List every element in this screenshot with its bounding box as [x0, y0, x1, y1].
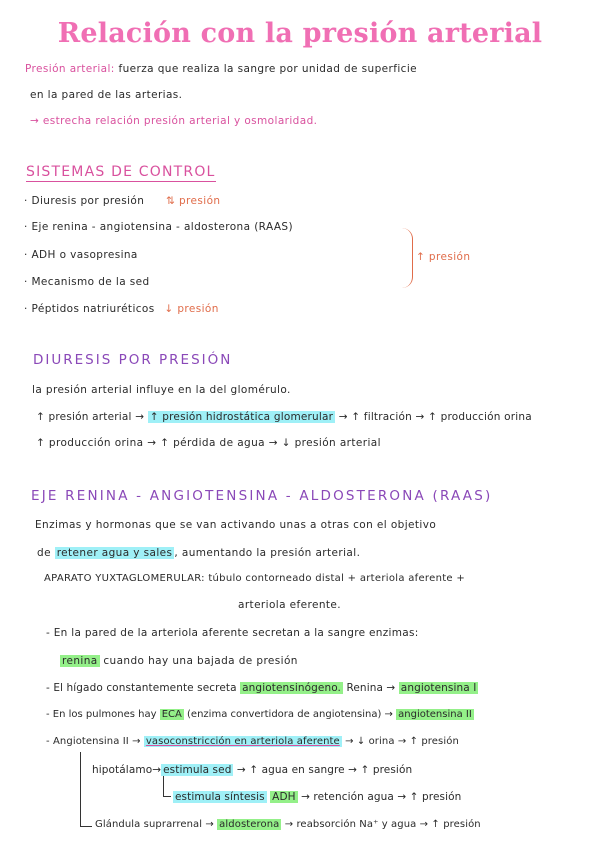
raas-bullet-4 — [46, 735, 459, 749]
text-part: (enzima convertidora de angiotensina) → — [187, 709, 393, 720]
adh-line — [173, 790, 461, 804]
intro-term: Presión arterial: — [25, 63, 115, 75]
page-title: Relación con la presión arterial — [57, 18, 543, 49]
raas-bullet-2 — [46, 681, 478, 695]
sistemas-item-note: ↓ presión — [164, 303, 219, 315]
highlight-green: angiotensinógeno. — [242, 682, 341, 694]
highlight-cyan: vasoconstricción en arteriola aferente — [145, 736, 340, 747]
highlight-cyan: retener agua y sales — [56, 547, 173, 559]
intro-note: → estrecha relación presión arterial y osmolaridad. — [30, 115, 318, 127]
text-part: → reabsorción Na⁺ y agua → ↑ presión — [284, 819, 481, 830]
sistemas-item-text: · Diuresis por presión — [24, 195, 145, 207]
raas-paragraph-2 — [37, 546, 360, 560]
highlight-cyan: estimula sed — [163, 764, 232, 776]
hipotalamo-line — [92, 763, 412, 777]
highlight-green: renina — [62, 655, 98, 667]
text-part: - El hígado constantemente secreta — [46, 682, 237, 694]
yuxta-line-1: APARATO YUXTAGLOMERULAR: túbulo contorneado distal + arteriola aferente + — [44, 573, 466, 584]
raas-bullet-3 — [46, 708, 474, 722]
sistemas-item — [24, 302, 219, 316]
glandula-line — [95, 818, 481, 832]
tree-connector — [80, 752, 81, 826]
text-part: de — [37, 547, 51, 559]
text-part: - En los pulmones hay — [46, 709, 157, 720]
highlight-cyan: ↑ presión hidrostática glomerular — [149, 411, 334, 423]
intro-definition-1: fuerza que realiza la sangre por unidad de superficie — [118, 63, 417, 75]
text-part: cuando hay una bajada de presión — [103, 655, 298, 667]
sistemas-item: · ADH o vasopresina — [24, 249, 138, 261]
sistemas-item-text: · Péptidos natriuréticos — [24, 303, 155, 315]
diuresis-chain-1 — [36, 410, 532, 424]
raas-bullet-1-cont — [60, 654, 298, 668]
sistemas-item-note: ⇅ presión — [166, 195, 221, 207]
text-part: Renina → — [346, 682, 396, 694]
intro-line-1 — [25, 62, 417, 76]
curly-brace — [402, 228, 413, 288]
diuresis-chain-2: ↑ producción orina → ↑ pérdida de agua → ↓ presión arterial — [36, 437, 381, 449]
raas-paragraph-1: Enzimas y hormonas que se van activando unas a otras con el objetivo — [35, 519, 437, 531]
sistemas-item — [24, 194, 220, 208]
diuresis-line-1: la presión arterial influye en la del glomérulo. — [32, 384, 291, 396]
tree-connector — [80, 826, 92, 827]
raas-bullet-1: - En la pared de la arteriola aferente secretan a la sangre enzimas: — [46, 627, 419, 639]
highlight-green: angiotensina II — [398, 709, 472, 720]
raas-heading: EJE RENINA - ANGIOTENSINA - ALDOSTERONA (RAAS) — [31, 488, 493, 504]
diuresis-heading: DIURESIS POR PRESIÓN — [33, 352, 233, 368]
chain-part: ↑ presión arterial → — [36, 411, 145, 423]
highlight-green: aldosterona — [219, 819, 280, 830]
text-part: - Angiotensina II → — [46, 736, 141, 747]
text-part: hipotálamo — [92, 764, 153, 776]
text-part: → ↓ orina → ↑ presión — [345, 736, 459, 747]
sistemas-item: · Eje renina - angiotensina - aldosterona (RAAS) — [24, 221, 293, 233]
chain-part: → ↑ filtración → ↑ producción orina — [338, 411, 532, 423]
yuxta-line-2: arteriola eferente. — [238, 599, 342, 611]
highlight-green: angiotensina I — [400, 682, 477, 694]
highlight-green: ADH — [272, 791, 296, 803]
highlight-cyan: estimula síntesis — [175, 791, 265, 803]
text-part: → — [152, 764, 162, 776]
sistemas-item: · Mecanismo de la sed — [24, 276, 150, 288]
brace-note: ↑ presión — [416, 251, 471, 263]
text-part: → ↑ agua en sangre → ↑ presión — [236, 764, 413, 776]
intro-definition-2: en la pared de las arterias. — [30, 89, 183, 101]
sistemas-heading: SISTEMAS DE CONTROL — [26, 164, 216, 180]
highlight-green: ECA — [161, 709, 182, 720]
text-part: Glándula suprarrenal → — [95, 819, 214, 830]
text-part: , aumentando la presión arterial. — [174, 547, 361, 559]
tree-connector — [163, 796, 171, 797]
text-part: → retención agua → ↑ presión — [301, 791, 462, 803]
